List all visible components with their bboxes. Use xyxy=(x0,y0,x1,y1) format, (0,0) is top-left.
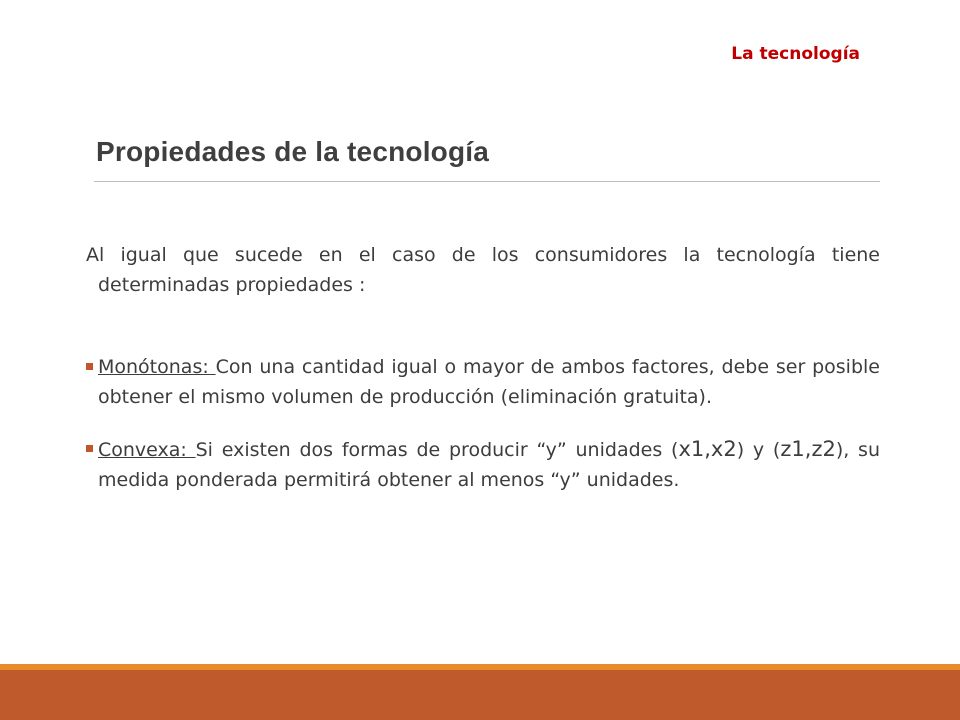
title-divider xyxy=(94,181,880,182)
section-tag: La tecnología xyxy=(731,44,860,64)
math-sep: , xyxy=(804,437,812,461)
bullet-text: ) y ( xyxy=(736,439,781,461)
term-monotonas: Monótonas: xyxy=(98,356,216,378)
math-x1: x1 xyxy=(678,437,705,461)
bullet-text: ), su medida ponderada permitirá obtener al menos “y” unidades. xyxy=(98,439,881,491)
list-item xyxy=(86,434,880,495)
slide-title: Propiedades de la tecnología xyxy=(96,136,490,167)
math-sep: , xyxy=(704,437,711,461)
square-bullet-icon xyxy=(86,445,93,452)
math-x2: x2 xyxy=(710,437,737,461)
bullet-text: Si existen dos formas de producir “y” unidades ( xyxy=(195,439,679,461)
slide-body xyxy=(86,240,880,517)
footer-bar xyxy=(0,670,960,720)
math-z2: z2 xyxy=(811,437,836,461)
intro-paragraph: Al igual que sucede en el caso de los consumidores la tecnología tiene determinadas propiedades : xyxy=(86,244,880,296)
square-bullet-icon xyxy=(86,363,93,370)
term-convexa: Convexa: xyxy=(98,439,196,461)
list-item xyxy=(86,352,880,412)
property-list xyxy=(86,352,880,495)
bullet-text: Con una cantidad igual o mayor de ambos factores, debe ser posible obtener el mismo volumen de producción (eliminación gratuita). xyxy=(98,356,880,408)
math-z1: z1 xyxy=(780,437,805,461)
